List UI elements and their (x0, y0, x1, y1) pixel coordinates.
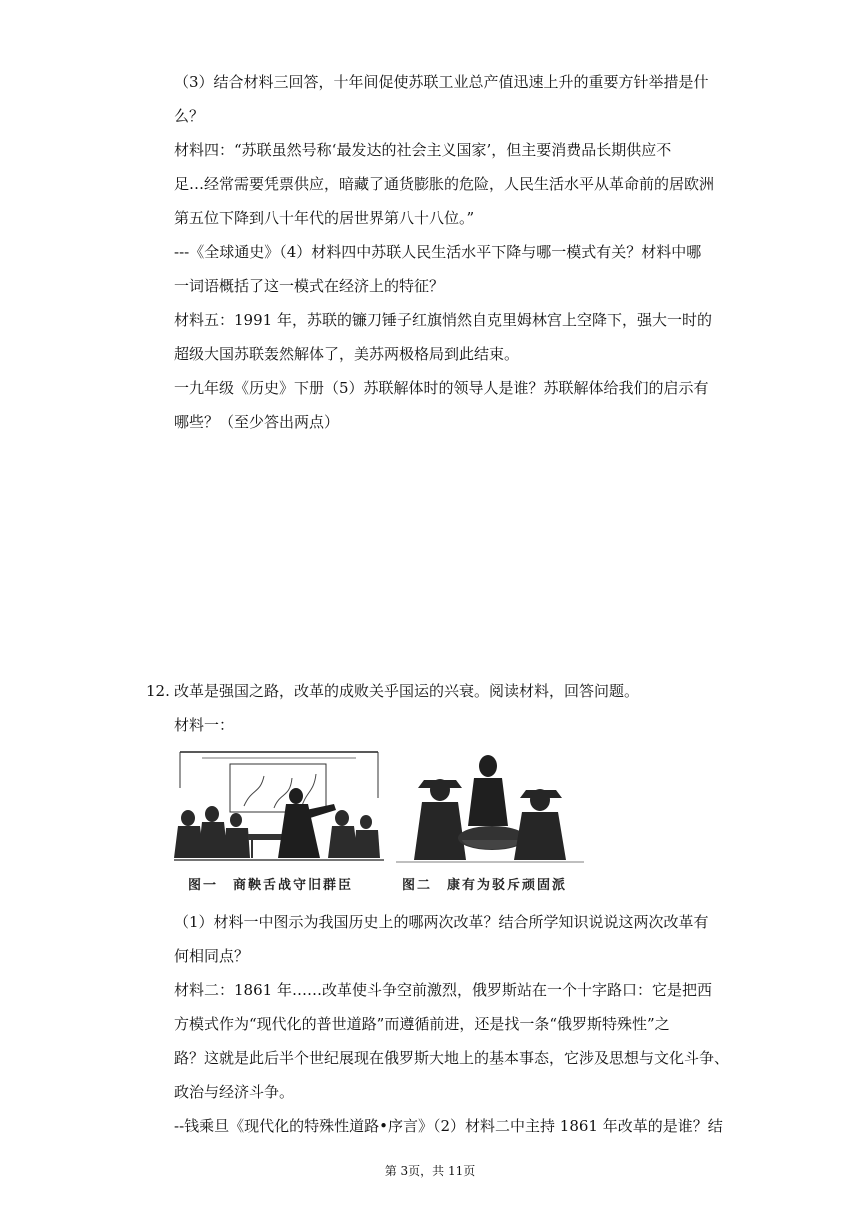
q12-part1-line: 何相同点？ (174, 947, 250, 965)
material2-line: 政治与经济斗争。 (174, 1083, 295, 1101)
q11-part3-line: 么？ (174, 107, 205, 125)
page-footer: 第 3页，共 11页 (384, 1164, 476, 1178)
material5-line: 材料五：1991 年，苏联的镰刀锤子红旗悄然自克里姆林宫上空降下，强大一时的 (174, 311, 712, 329)
material4-line: 足…经常需要凭票供应，暗藏了通货膨胀的危险，人民生活水平从革命前的居欧洲 (174, 175, 715, 193)
q12-part2-line: --钱乘旦《现代化的特殊性道路•序言》（2）材料二中主持 1861 年改革的是谁？结 (174, 1117, 723, 1135)
q11-part5-line: 哪些？（至少答出两点） (174, 413, 340, 431)
material1-label: 材料一： (174, 716, 235, 734)
q12-part1-line: （1）材料一中图示为我国历史上的哪两次改革？结合所学知识说说这两次改革有 (174, 913, 709, 931)
figure1-caption: 图一 商鞅舌战守旧群臣 (188, 878, 354, 893)
q11-part4-line: ---《全球通史》（4）材料四中苏联人民生活水平下降与哪一模式有关？材料中哪 (174, 243, 702, 261)
figure1-illustration (174, 748, 384, 872)
q11-part3-line: （3）结合材料三回答，十年间促使苏联工业总产值迅速上升的重要方针举措是什 (174, 73, 709, 91)
question-intro: 改革是强国之路，改革的成败关乎国运的兴衰。阅读材料，回答问题。 (174, 682, 640, 700)
figure2-illustration (396, 748, 584, 872)
question-number: 12. (146, 682, 170, 700)
material2-line: 路？这就是此后半个世纪展现在俄罗斯大地上的基本事态，它涉及思想与文化斗争、 (174, 1049, 730, 1067)
figure2-caption: 图二 康有为驳斥顽固派 (402, 878, 568, 893)
material2-line: 材料二：1861 年……改革使斗争空前激烈，俄罗斯站在一个十字路口：它是把西 (174, 981, 712, 999)
material2-line: 方模式作为“现代化的普世道路”而遵循前进，还是找一条“俄罗斯特殊性”之 (174, 1015, 670, 1033)
material4-line: 材料四：“苏联虽然号称‘最发达的社会主义国家’，但主要消费品长期供应不 (174, 141, 672, 159)
material4-line: 第五位下降到八十年代的居世界第八十八位。” (174, 209, 475, 227)
q11-part4-line: 一词语概括了这一模式在经济上的特征？ (174, 277, 445, 295)
material5-line: 超级大国苏联轰然解体了，美苏两极格局到此结束。 (174, 345, 520, 363)
material1-figure (174, 748, 592, 892)
q11-part5-line: 一九年级《历史》下册（5）苏联解体时的领导人是谁？苏联解体给我们的启示有 (174, 379, 709, 397)
